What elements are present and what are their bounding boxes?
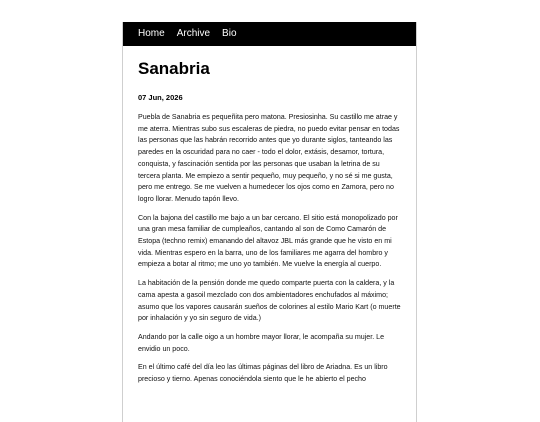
post-body (138, 112, 401, 386)
nav-link-bio[interactable]: Bio (222, 28, 237, 39)
post-title: Sanabria (138, 59, 210, 78)
blog-page (122, 22, 417, 422)
post-paragraph: Puebla de Sanabria es pequeñita pero matona. Presiosinha. Su castillo me atrae y me aterra. Mientras subo sus escaleras de piedra, no puedo evitar pensar en todas las personas que las habrán recorrido antes que yo durante siglos, tanteando las paredes en la oscuridad para no caer - todo el dolor, extásis, desamor, tortura, conquista, y fascinación sentida por las personas que usaban la letrina de su tercera planta. Me empiezo a sentir pequeño, muy pequeño, y no sé si me gusta, pero me entrego. Se me vuelven a humedecer los ojos como en Zamora, pero no logro llorar. Menudo tapón llevo. (138, 113, 400, 203)
nav-link-archive[interactable]: Archive (176, 28, 211, 39)
post-paragraph: Andando por la calle oigo a un hombre mayor llorar, le acompaña su mujer. Le envidio un poco. (138, 332, 385, 353)
top-navigation (123, 22, 416, 46)
nav-link-home[interactable]: Home (138, 28, 165, 39)
post-paragraph: La habitación de la pensión donde me quedo comparte puerta con la caldera, y la cama apesta a gasoil mezclado con dos ambientadores enchufados al máximo; asumo que los vapores causarán sueños de colorines al estilo Mario Kart (o muerte por inhalación y yo sin seguro de vida.) (138, 279, 401, 323)
post-paragraph: Con la bajona del castillo me bajo a un bar cercano. El sitio está monopolizado por una gran mesa familiar de cumpleaños, cantando al son de Como Camarón de Estopa (techno remix) emanando del altavoz JBL más grande que he visto en mi vida. Mientras espero en la barra, uno de los familiares me agarra del hombro y empieza a botar al ritmo; me uno yo también. Me vuelve la energía al cuerpo. (138, 213, 398, 269)
post-content (123, 46, 416, 386)
post-paragraph: En el último café del día leo las últimas páginas del libro de Ariadna. Es un libro precioso y tierno. Apenas conociéndola siento que le he abierto el pecho (138, 363, 388, 384)
post-date: 07 Jun, 2026 (138, 93, 183, 102)
